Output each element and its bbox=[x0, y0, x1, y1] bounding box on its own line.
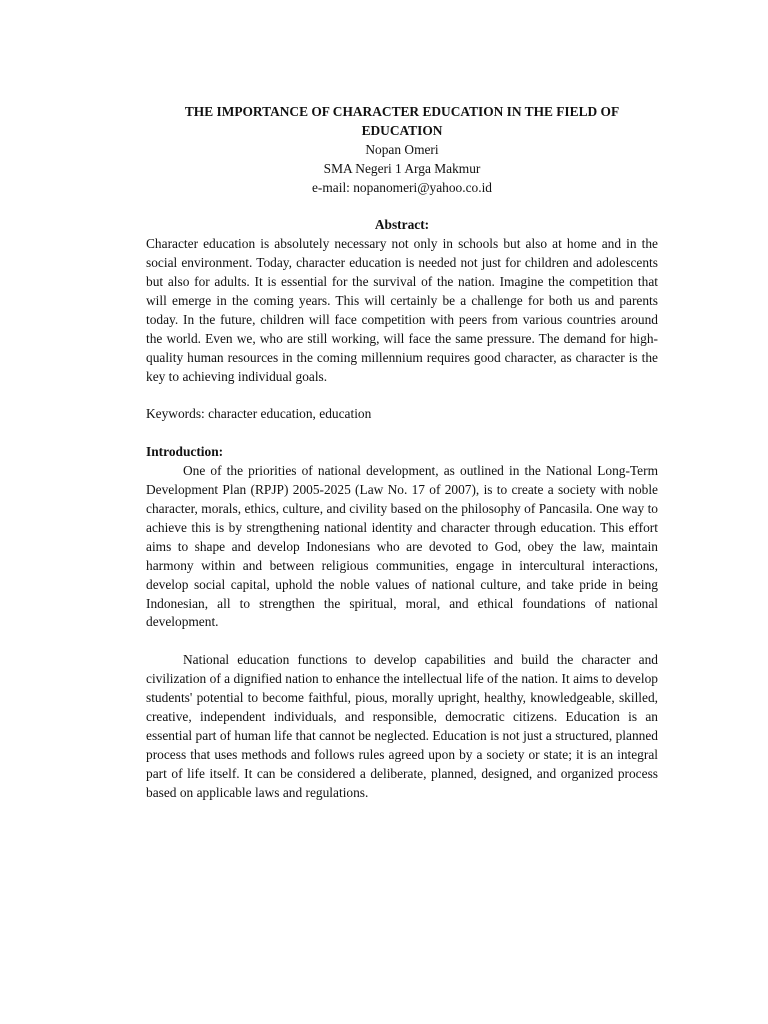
author-affiliation: SMA Negeri 1 Arga Makmur bbox=[323, 160, 481, 176]
paper-title: THE IMPORTANCE OF CHARACTER EDUCATION IN THE FIELD OF EDUCATION bbox=[184, 104, 620, 138]
document-page bbox=[146, 103, 658, 802]
keywords-line: Keywords: character education, education bbox=[146, 406, 372, 422]
introduction-heading: Introduction: bbox=[146, 444, 224, 460]
author-name: Nopan Omeri bbox=[365, 141, 439, 157]
abstract-heading: Abstract: bbox=[374, 217, 430, 233]
introduction-paragraph-1: One of the priorities of national development, as outlined in the National Long-Term Development Plan (RPJP) 2005-2025 (Law No. 17 of 2007), is to create a society with noble character, morals, ethics, culture, and civility based on the philosophy of Pancasila. One way to achieve this is by strengthening national identity and character through education. This effort aims to shape and develop Indonesians who are devoted to God, obey the law, maintain harmony within and between religious communities, engage in intercultural interactions, develop social capital, uphold the noble values of national culture, and take pride in being Indonesian, all to strengthen the spiritual, moral, and ethical foundations of national development. bbox=[146, 463, 658, 630]
abstract-text: Character education is absolutely necessary not only in schools but also at home and in the social environment. Today, character education is needed not just for children and adolescents but also for adults. It is essential for the survival of the nation. Imagine the competition that will emerge in the coming years. This will certainly be a challenge for both us and parents today. In the future, children will face competition with peers from various countries around the world. Even we, who are still working, will face the same pressure. The demand for high-quality human resources in the coming millennium requires good character, as character is the key to achieving individual goals. bbox=[146, 236, 658, 384]
introduction-paragraph-2: National education functions to develop capabilities and build the character and civilization of a dignified nation to enhance the intellectual life of the nation. It aims to develop students' potential to become faithful, pious, morally upright, healthy, knowledgeable, skilled, creative, independent individuals, and responsible, democratic citizens. Education is an essential part of human life that cannot be neglected. Education is not just a structured, planned process that uses methods and follows rules agreed upon by a society or state; it is an integral part of life itself. It can be considered a deliberate, planned, designed, and organized process based on applicable laws and regulations. bbox=[146, 652, 658, 800]
author-email: e-mail: nopanomeri@yahoo.co.id bbox=[311, 179, 493, 195]
